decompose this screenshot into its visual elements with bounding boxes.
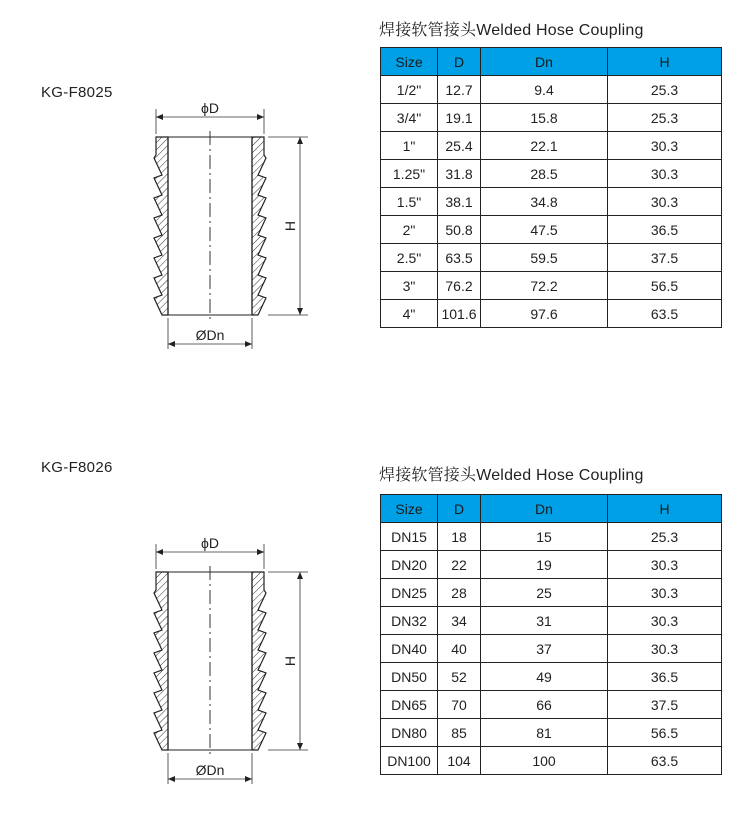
arrow-h-top — [297, 137, 303, 144]
spec-table — [380, 47, 722, 328]
arrow-d-right — [257, 114, 264, 120]
cell-dn: 28.5 — [481, 160, 608, 188]
cell-h: 30.3 — [608, 551, 722, 579]
cell-size: DN25 — [381, 579, 438, 607]
label-d: ϕD — [201, 535, 219, 551]
arrow-h-bottom — [297, 308, 303, 315]
table-row — [381, 635, 722, 663]
left-wall-section — [154, 572, 168, 750]
cell-size: 4" — [381, 300, 438, 328]
arrow-d-right — [257, 549, 264, 555]
cell-size: 1" — [381, 132, 438, 160]
header-d: D — [438, 495, 481, 523]
table-row — [381, 104, 722, 132]
cell-d: 101.6 — [438, 300, 481, 328]
cell-d: 85 — [438, 719, 481, 747]
cell-h: 30.3 — [608, 607, 722, 635]
cell-d: 76.2 — [438, 272, 481, 300]
cell-h: 30.3 — [608, 188, 722, 216]
arrow-d-left — [156, 114, 163, 120]
section-title: 焊接软管接头Welded Hose Coupling — [379, 467, 644, 484]
cell-h: 63.5 — [608, 747, 722, 775]
left-wall-section — [154, 137, 168, 315]
cell-h: 63.5 — [608, 300, 722, 328]
cell-d: 18 — [438, 523, 481, 551]
cell-size: DN65 — [381, 691, 438, 719]
header-h: H — [608, 495, 722, 523]
table-row — [381, 76, 722, 104]
cell-h: 37.5 — [608, 691, 722, 719]
label-dn: ØDn — [195, 327, 225, 343]
table-row — [381, 244, 722, 272]
header-dn: Dn — [481, 48, 608, 76]
cell-dn: 97.6 — [481, 300, 608, 328]
cell-d: 34 — [438, 607, 481, 635]
cell-dn: 81 — [481, 719, 608, 747]
cell-dn: 37 — [481, 635, 608, 663]
cell-size: DN40 — [381, 635, 438, 663]
label-dn: ØDn — [195, 762, 225, 778]
cell-size: DN15 — [381, 523, 438, 551]
cell-d: 104 — [438, 747, 481, 775]
table-header-row — [381, 48, 722, 76]
cell-d: 40 — [438, 635, 481, 663]
cell-dn: 31 — [481, 607, 608, 635]
arrow-h-bottom — [297, 743, 303, 750]
cell-d: 12.7 — [438, 76, 481, 104]
cell-d: 31.8 — [438, 160, 481, 188]
table-row — [381, 719, 722, 747]
cell-h: 25.3 — [608, 523, 722, 551]
cell-dn: 47.5 — [481, 216, 608, 244]
cell-d: 70 — [438, 691, 481, 719]
cell-d: 28 — [438, 579, 481, 607]
cell-size: 3/4" — [381, 104, 438, 132]
label-h: H — [282, 220, 298, 232]
arrow-h-top — [297, 572, 303, 579]
right-wall-section — [252, 572, 266, 750]
model-number: KG-F8025 — [41, 84, 113, 101]
model-number: KG-F8026 — [41, 459, 113, 476]
cell-d: 50.8 — [438, 216, 481, 244]
table-row — [381, 663, 722, 691]
cell-size: 1.25" — [381, 160, 438, 188]
cell-dn: 25 — [481, 579, 608, 607]
table-row — [381, 523, 722, 551]
cell-h: 56.5 — [608, 272, 722, 300]
cell-size: DN80 — [381, 719, 438, 747]
cell-dn: 66 — [481, 691, 608, 719]
table-row — [381, 747, 722, 775]
cell-size: DN50 — [381, 663, 438, 691]
coupling-drawing — [140, 95, 320, 355]
cell-dn: 34.8 — [481, 188, 608, 216]
header-h: H — [608, 48, 722, 76]
cell-dn: 15 — [481, 523, 608, 551]
cell-dn: 22.1 — [481, 132, 608, 160]
cell-h: 25.3 — [608, 76, 722, 104]
cell-size: DN32 — [381, 607, 438, 635]
table-row — [381, 160, 722, 188]
cell-dn: 72.2 — [481, 272, 608, 300]
table-row — [381, 579, 722, 607]
arrow-dn-right — [245, 341, 252, 347]
cell-size: DN20 — [381, 551, 438, 579]
cell-d: 38.1 — [438, 188, 481, 216]
cell-d: 63.5 — [438, 244, 481, 272]
cell-h: 56.5 — [608, 719, 722, 747]
cell-dn: 100 — [481, 747, 608, 775]
coupling-drawing — [140, 530, 320, 790]
cell-dn: 59.5 — [481, 244, 608, 272]
header-dn: Dn — [481, 495, 608, 523]
header-size: Size — [381, 495, 438, 523]
cell-size: 2" — [381, 216, 438, 244]
table-row — [381, 272, 722, 300]
cell-dn: 9.4 — [481, 76, 608, 104]
arrow-d-left — [156, 549, 163, 555]
section-title: 焊接软管接头Welded Hose Coupling — [379, 22, 644, 39]
cell-d: 25.4 — [438, 132, 481, 160]
arrow-dn-left — [168, 776, 175, 782]
table-row — [381, 691, 722, 719]
label-d: ϕD — [201, 100, 219, 116]
cell-d: 19.1 — [438, 104, 481, 132]
cell-size: 1/2" — [381, 76, 438, 104]
cell-h: 30.3 — [608, 635, 722, 663]
arrow-dn-right — [245, 776, 252, 782]
cell-h: 25.3 — [608, 104, 722, 132]
right-wall-section — [252, 137, 266, 315]
cell-h: 36.5 — [608, 216, 722, 244]
cell-h: 37.5 — [608, 244, 722, 272]
cell-h: 30.3 — [608, 160, 722, 188]
header-d: D — [438, 48, 481, 76]
cell-size: 3" — [381, 272, 438, 300]
table-header-row — [381, 495, 722, 523]
cell-h: 36.5 — [608, 663, 722, 691]
table-row — [381, 132, 722, 160]
table-row — [381, 607, 722, 635]
cell-dn: 49 — [481, 663, 608, 691]
table-row — [381, 188, 722, 216]
label-h: H — [282, 655, 298, 667]
header-size: Size — [381, 48, 438, 76]
cell-size: 1.5" — [381, 188, 438, 216]
cell-size: 2.5" — [381, 244, 438, 272]
table-row — [381, 551, 722, 579]
spec-table — [380, 494, 722, 775]
arrow-dn-left — [168, 341, 175, 347]
table-row — [381, 300, 722, 328]
cell-dn: 19 — [481, 551, 608, 579]
cell-size: DN100 — [381, 747, 438, 775]
table-row — [381, 216, 722, 244]
cell-h: 30.3 — [608, 579, 722, 607]
cell-d: 52 — [438, 663, 481, 691]
cell-d: 22 — [438, 551, 481, 579]
cell-h: 30.3 — [608, 132, 722, 160]
cell-dn: 15.8 — [481, 104, 608, 132]
